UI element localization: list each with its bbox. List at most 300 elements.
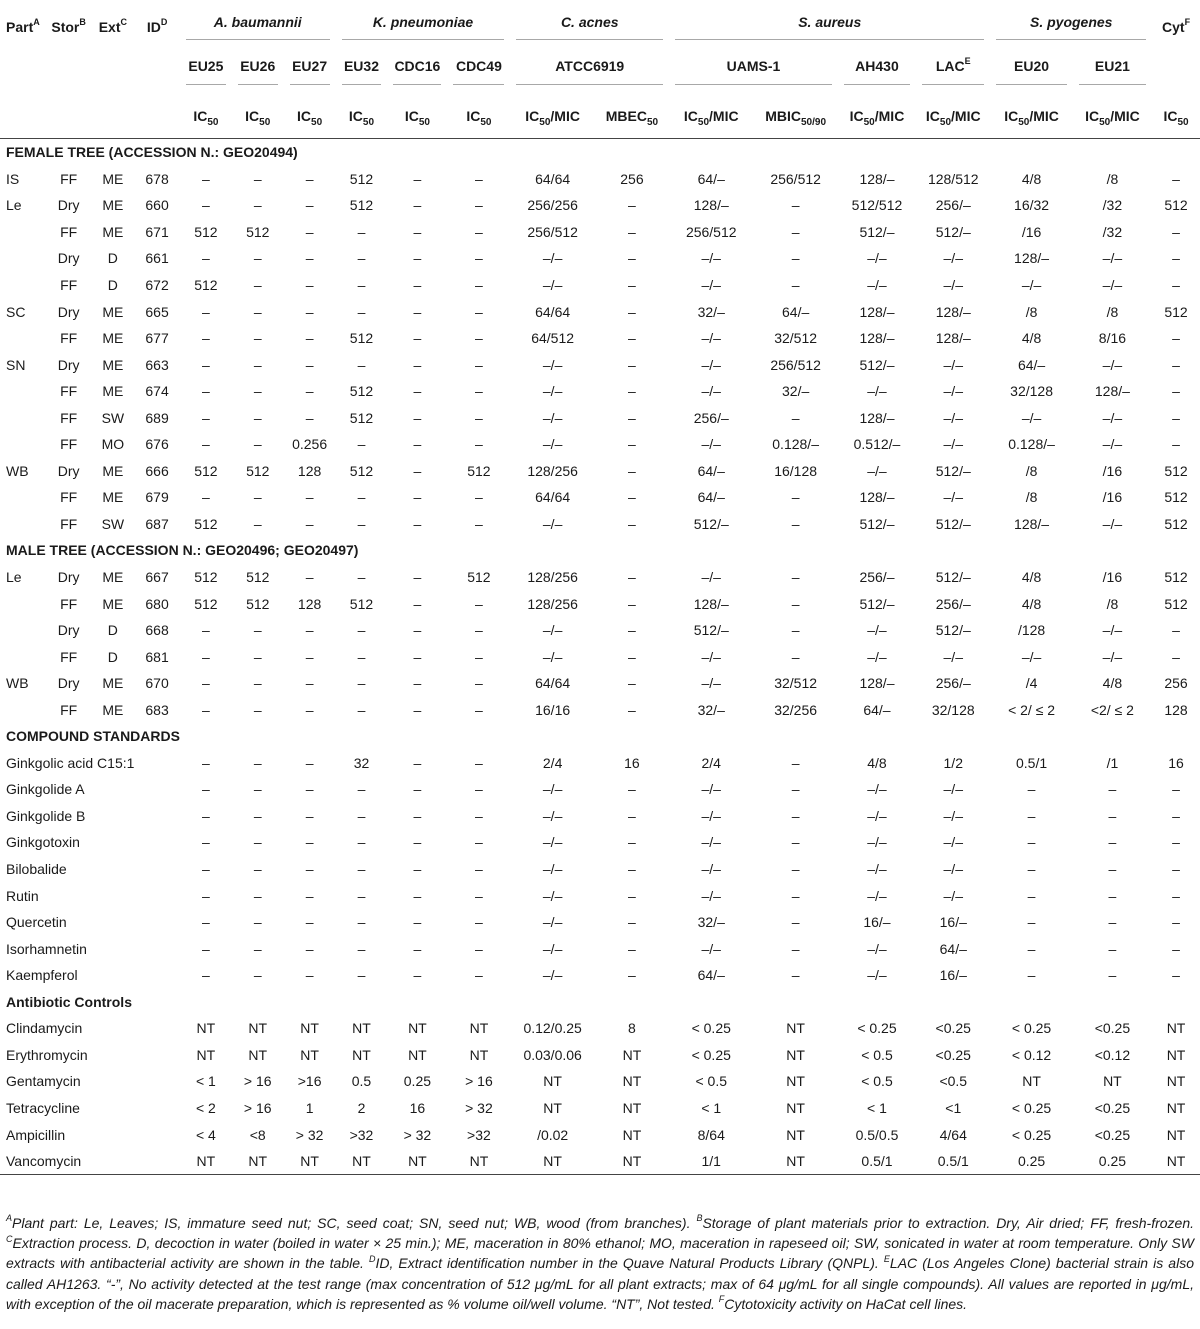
table-cell: – bbox=[628, 383, 636, 400]
part-cell bbox=[0, 696, 46, 723]
metric-mbic50-90: $MBIC_{50/90}$ bbox=[753, 94, 837, 139]
table-cell: < 0.25 bbox=[1011, 1020, 1052, 1037]
table-cell: –/– bbox=[542, 383, 563, 400]
table-cell: < 2 bbox=[195, 1099, 216, 1116]
table-cell: < 0.5 bbox=[695, 1073, 727, 1090]
table-cell: 128/– bbox=[1014, 515, 1050, 532]
table-row bbox=[0, 643, 1200, 670]
table-cell: –/– bbox=[1102, 515, 1123, 532]
metric-ic50: $IC_{50}$ bbox=[232, 94, 284, 139]
table-cell: /32 bbox=[1102, 197, 1123, 214]
table-cell: NT bbox=[232, 1148, 284, 1175]
table-row bbox=[0, 856, 1200, 883]
table-cell: – bbox=[791, 277, 800, 293]
table-cell: – bbox=[475, 781, 483, 798]
table-cell: – bbox=[253, 277, 262, 293]
table-cell: –/– bbox=[943, 409, 963, 426]
table-cell: –/– bbox=[701, 675, 721, 692]
table-cell: – bbox=[475, 223, 483, 240]
table-cell: FF bbox=[60, 330, 78, 347]
table-cell: 683 bbox=[145, 701, 169, 718]
table-cell: – bbox=[475, 940, 483, 957]
table-cell: – bbox=[305, 967, 314, 984]
table-cell: – bbox=[475, 648, 483, 665]
table-cell: 4/8 bbox=[1021, 330, 1042, 347]
table-cell: 256 bbox=[1164, 675, 1188, 692]
table-cell: – bbox=[201, 675, 210, 692]
table-cell: 668 bbox=[145, 622, 169, 639]
table-cell: – bbox=[475, 914, 483, 931]
table-cell: 512/– bbox=[859, 515, 895, 532]
table-cell: –/– bbox=[701, 436, 721, 453]
col-cyt-header: Cyt$^F$ bbox=[1162, 17, 1191, 35]
table-cell: – bbox=[305, 648, 314, 665]
table-cell: – bbox=[201, 701, 210, 718]
table-cell: FF bbox=[60, 436, 78, 453]
table-cell: 32/– bbox=[697, 914, 725, 931]
table-cell: – bbox=[413, 223, 422, 240]
table-cell: – bbox=[791, 967, 800, 984]
table-cell: 8/64 bbox=[697, 1126, 725, 1143]
strain-cdc49: CDC49 bbox=[447, 48, 510, 94]
table-cell: NT bbox=[248, 1020, 268, 1037]
table-cell: 4/8 bbox=[1021, 170, 1042, 187]
part-cell: WB bbox=[6, 462, 29, 479]
table-cell: – bbox=[413, 754, 422, 771]
table-cell: – bbox=[253, 834, 262, 851]
table-cell: – bbox=[475, 967, 483, 984]
data-table bbox=[0, 6, 1200, 1175]
table-cell: 32/– bbox=[782, 383, 810, 400]
table-cell: – bbox=[413, 330, 422, 347]
table-row bbox=[0, 325, 1200, 352]
table-cell: NT bbox=[786, 1099, 805, 1116]
table-cell: – bbox=[1027, 807, 1036, 824]
table-cell: /8 bbox=[1025, 489, 1038, 506]
table-cell: – bbox=[413, 170, 422, 187]
table-row bbox=[0, 1121, 1200, 1148]
section-header-row bbox=[0, 723, 1200, 750]
table-cell: – bbox=[253, 197, 262, 214]
col-ext-header: Ext$^C$ bbox=[98, 17, 127, 35]
compound-name: Isorhamnetin bbox=[6, 940, 87, 957]
table-cell: < 0.12 bbox=[1011, 1046, 1052, 1063]
table-cell: –/– bbox=[867, 861, 887, 878]
table-cell: < 2/ ≤ 2 bbox=[1008, 701, 1056, 718]
table-cell: 32 bbox=[353, 754, 370, 771]
table-cell: – bbox=[413, 489, 422, 506]
table-cell: 256/512 bbox=[527, 223, 578, 240]
table-cell: NT bbox=[469, 1020, 489, 1037]
table-row bbox=[0, 378, 1200, 405]
table-cell: /8 bbox=[1025, 462, 1038, 479]
metric-ic50: $IC_{50}$ bbox=[387, 94, 447, 139]
table-cell: – bbox=[305, 754, 314, 771]
table-cell: 16 bbox=[409, 1099, 426, 1116]
table-cell: 0.5/1 bbox=[916, 1148, 990, 1175]
table-cell: – bbox=[475, 356, 483, 373]
table-cell: – bbox=[305, 330, 314, 347]
table-cell: – bbox=[357, 940, 366, 957]
table-cell: <2/ ≤ 2 bbox=[1090, 701, 1134, 718]
table-cell: 1/2 bbox=[943, 754, 963, 771]
table-cell: 128 bbox=[297, 462, 322, 479]
table-cell: 677 bbox=[145, 330, 169, 347]
table-cell: – bbox=[305, 675, 314, 692]
table-cell: 16/16 bbox=[535, 701, 571, 718]
table-cell: /4 bbox=[1025, 675, 1038, 692]
table-cell: – bbox=[305, 569, 314, 586]
table-cell: –/– bbox=[1102, 277, 1123, 293]
table-row bbox=[0, 750, 1200, 777]
table-cell: – bbox=[475, 887, 483, 904]
table-cell: – bbox=[475, 383, 483, 400]
table-cell: – bbox=[305, 861, 314, 878]
table-cell: – bbox=[791, 595, 800, 612]
table-row bbox=[0, 962, 1200, 989]
header-row-strains bbox=[0, 48, 1200, 94]
table-cell: 128 bbox=[297, 595, 322, 612]
table-cell: 32/– bbox=[697, 701, 725, 718]
table-cell: NT bbox=[1166, 1126, 1186, 1143]
table-cell: 256/512 bbox=[770, 170, 821, 187]
table-cell: – bbox=[201, 303, 210, 320]
table-cell: 256/– bbox=[859, 569, 895, 586]
table-cell: 512 bbox=[194, 223, 218, 240]
table-cell: 32/512 bbox=[774, 330, 818, 347]
table-cell: –/– bbox=[943, 807, 963, 824]
table-cell: – bbox=[1172, 250, 1180, 267]
table-cell: 16/32 bbox=[1014, 197, 1050, 214]
table-cell: – bbox=[201, 436, 210, 453]
table-cell: 512/– bbox=[935, 622, 971, 639]
table-cell: ME bbox=[102, 383, 124, 400]
table-cell: – bbox=[628, 277, 636, 293]
section-compound-standards: COMPOUND STANDARDS bbox=[6, 728, 180, 745]
table-cell: – bbox=[628, 595, 636, 612]
table-cell: –/– bbox=[943, 489, 963, 506]
table-cell: NT bbox=[196, 1046, 216, 1063]
compound-name: Rutin bbox=[6, 887, 39, 904]
table-cell: – bbox=[791, 489, 800, 506]
table-cell: <0.25 bbox=[1094, 1126, 1131, 1143]
table-cell: > 16 bbox=[465, 1073, 493, 1090]
table-cell: 0.256 bbox=[292, 436, 328, 453]
table-cell: D bbox=[107, 250, 118, 267]
table-cell: – bbox=[305, 489, 314, 506]
species-s-aureus: S. aureus bbox=[669, 6, 990, 48]
table-cell: 16/– bbox=[863, 914, 891, 931]
metric-ic50: $IC_{50}$ bbox=[336, 94, 388, 139]
table-cell: – bbox=[357, 861, 366, 878]
table-cell: – bbox=[253, 436, 262, 453]
table-cell: 32/256 bbox=[774, 701, 818, 718]
part-cell bbox=[0, 484, 46, 511]
table-cell: 512 bbox=[1164, 489, 1188, 506]
table-cell: 512/– bbox=[935, 462, 971, 479]
table-cell: – bbox=[628, 940, 636, 957]
table-cell: /8 bbox=[1106, 595, 1119, 612]
table-cell: 512 bbox=[1164, 303, 1188, 320]
table-cell: <1 bbox=[945, 1099, 962, 1116]
compound-name: Clindamycin bbox=[6, 1020, 83, 1037]
table-cell: – bbox=[253, 701, 262, 718]
table-cell: 512 bbox=[246, 595, 270, 612]
table-cell: – bbox=[201, 489, 210, 506]
table-cell: – bbox=[628, 569, 636, 586]
table-row bbox=[0, 404, 1200, 431]
table-row bbox=[0, 590, 1200, 617]
table-cell: 32/512 bbox=[774, 675, 818, 692]
table-cell: Dry bbox=[57, 250, 80, 267]
table-cell: 0.5/1 bbox=[1016, 754, 1048, 771]
table-cell: – bbox=[201, 834, 210, 851]
table-cell: – bbox=[357, 569, 366, 586]
table-cell: – bbox=[413, 250, 422, 267]
table-cell: < 1 bbox=[195, 1073, 216, 1090]
section-male-tree: MALE TREE (ACCESSION N.: GEO20496; GEO20497) bbox=[6, 542, 359, 559]
table-cell: 16/– bbox=[939, 967, 967, 984]
table-cell: – bbox=[201, 940, 210, 957]
compound-name: Bilobalide bbox=[6, 861, 67, 878]
table-cell: NT bbox=[180, 1148, 232, 1175]
table-cell: – bbox=[413, 807, 422, 824]
table-cell: 4/8 bbox=[1021, 569, 1042, 586]
table-cell: 512 bbox=[349, 170, 374, 187]
part-cell: SC bbox=[6, 303, 26, 320]
footnote-text: Plant part: Le, Leaves; IS, immature seed nut; SC, seed coat; SN, seed nut; WB, wood (from branches). bbox=[12, 1215, 697, 1231]
table-cell: 667 bbox=[145, 569, 169, 586]
table-cell: –/– bbox=[943, 781, 963, 798]
table-cell: 0.5/0.5 bbox=[855, 1126, 899, 1143]
table-cell: –/– bbox=[701, 250, 721, 267]
table-cell: D bbox=[107, 622, 118, 639]
table-cell: – bbox=[253, 967, 262, 984]
table-row bbox=[0, 670, 1200, 697]
part-cell bbox=[0, 378, 46, 405]
table-cell: – bbox=[628, 861, 636, 878]
table-cell: – bbox=[413, 887, 422, 904]
table-cell: < 0.25 bbox=[1011, 1126, 1052, 1143]
table-cell: – bbox=[475, 515, 483, 532]
table-cell: –/– bbox=[542, 967, 563, 984]
table-cell: – bbox=[201, 781, 210, 798]
table-cell: NT bbox=[447, 1148, 510, 1175]
strain-uams-1: UAMS-1 bbox=[669, 48, 838, 94]
table-cell: – bbox=[628, 250, 636, 267]
table-cell: < 0.25 bbox=[857, 1020, 897, 1037]
table-cell: – bbox=[357, 223, 366, 240]
table-cell: – bbox=[628, 436, 636, 453]
table-cell: –/– bbox=[867, 250, 887, 267]
footnote-mark: A bbox=[6, 1213, 13, 1224]
table-cell: 64/512 bbox=[531, 330, 575, 347]
table-cell: <0.25 bbox=[935, 1020, 971, 1037]
part-cell bbox=[0, 325, 46, 352]
table-cell: SW bbox=[101, 409, 125, 426]
footnote-mark: D bbox=[368, 1253, 376, 1264]
strain-eu27: EU27 bbox=[284, 48, 336, 94]
table-cell: – bbox=[201, 197, 210, 214]
table-cell: – bbox=[305, 887, 314, 904]
table-cell: 256/– bbox=[935, 675, 971, 692]
table-row bbox=[0, 1148, 1200, 1175]
table-cell: – bbox=[475, 409, 483, 426]
strain-eu32: EU32 bbox=[336, 48, 388, 94]
table-cell: – bbox=[791, 409, 800, 426]
table-cell: 512 bbox=[1164, 515, 1188, 532]
table-cell: – bbox=[357, 622, 366, 639]
table-cell: – bbox=[791, 781, 800, 798]
table-cell: – bbox=[1027, 887, 1036, 904]
table-cell: 512 bbox=[246, 462, 270, 479]
table-cell: 512 bbox=[1164, 462, 1188, 479]
header-row-metrics bbox=[0, 94, 1200, 139]
footnote-text: Extraction process. D, decoction in water (boiled in water × 25 min.); ME, maceration in 80% ethanol; MO, maceration in rapeseed oil; SW, sonicated in water at room temperature. Only SW extracts with antibacterial activity are shown in the table. bbox=[6, 1235, 1194, 1272]
strain-eu21: EU21 bbox=[1073, 48, 1152, 94]
table-cell: –/– bbox=[701, 940, 721, 957]
table-cell: < 1 bbox=[701, 1099, 722, 1116]
table-cell: –/– bbox=[542, 436, 563, 453]
table-cell: – bbox=[357, 887, 366, 904]
table-cell: –/– bbox=[542, 887, 563, 904]
table-cell: –/– bbox=[943, 356, 963, 373]
table-cell: – bbox=[1027, 781, 1036, 798]
table-cell: – bbox=[628, 675, 636, 692]
col-part-header: Part$^A$ bbox=[6, 17, 40, 35]
strain-ah430: AH430 bbox=[838, 48, 916, 94]
table-cell: – bbox=[305, 940, 314, 957]
strain-eu20: EU20 bbox=[990, 48, 1072, 94]
table-cell: 128/256 bbox=[527, 569, 578, 586]
table-cell: 8/16 bbox=[1098, 330, 1127, 347]
table-cell: 32/128 bbox=[931, 701, 975, 718]
footnote-text: LAC (Los Angeles Clone) bacterial strain is also called AH1263. “-”, No activity detected at the test range (max concentration of 512 μg/mL for all plant extracts; max of 64 μg/mL for all single compounds). All values are reported in μg/mL, with exception of the oil macerate preparation, which is represented as % volume oil/well volume. “NT”, Not tested. bbox=[6, 1255, 1194, 1312]
table-cell: – bbox=[791, 648, 800, 665]
col-id-header: $ID^D$ bbox=[146, 17, 168, 35]
table-cell: – bbox=[305, 807, 314, 824]
table-row bbox=[0, 1042, 1200, 1069]
table-cell: – bbox=[201, 170, 210, 187]
table-cell: 512 bbox=[246, 223, 270, 240]
table-cell: – bbox=[628, 330, 636, 347]
footnote-mark: B bbox=[696, 1213, 703, 1224]
table-cell: 0.512/– bbox=[853, 436, 901, 453]
table-cell: SW bbox=[101, 515, 125, 532]
table-cell: – bbox=[628, 834, 636, 851]
table-cell: –/– bbox=[867, 277, 887, 293]
table-cell: FF bbox=[60, 701, 78, 718]
table-row bbox=[0, 431, 1200, 458]
table-cell: ME bbox=[102, 330, 124, 347]
table-cell: – bbox=[201, 622, 210, 639]
table-cell: ME bbox=[102, 303, 124, 320]
table-row bbox=[0, 272, 1200, 299]
table-cell: – bbox=[357, 834, 366, 851]
table-cell: – bbox=[305, 223, 314, 240]
table-cell: /16 bbox=[1102, 489, 1123, 506]
table-cell: <0.25 bbox=[1094, 1020, 1131, 1037]
table-cell: – bbox=[628, 701, 636, 718]
table-cell: – bbox=[305, 197, 314, 214]
table-cell: –/– bbox=[867, 807, 887, 824]
table-cell: FF bbox=[60, 648, 78, 665]
metric-ic50-mic: $IC_{50}$/MIC bbox=[916, 94, 990, 139]
table-cell: –/– bbox=[943, 436, 963, 453]
table-cell: – bbox=[305, 277, 314, 293]
table-cell: – bbox=[253, 781, 262, 798]
table-cell: – bbox=[628, 648, 636, 665]
part-cell: Le bbox=[6, 569, 22, 586]
compound-name: Ginkgolide B bbox=[6, 807, 86, 824]
table-cell: NT bbox=[622, 1099, 642, 1116]
table-cell: –/– bbox=[867, 781, 887, 798]
table-cell: FF bbox=[60, 223, 78, 240]
metric-ic50-mic: $IC_{50}$/MIC bbox=[838, 94, 916, 139]
table-cell: – bbox=[791, 887, 800, 904]
table-cell: <0.25 bbox=[1094, 1099, 1131, 1116]
table-cell: 670 bbox=[145, 675, 169, 692]
table-cell: 128/– bbox=[935, 303, 971, 320]
table-cell: 680 bbox=[145, 595, 169, 612]
table-cell: ME bbox=[102, 595, 124, 612]
table-cell: 660 bbox=[145, 197, 169, 214]
table-cell: – bbox=[357, 914, 366, 931]
table-cell: ME bbox=[102, 170, 124, 187]
table-cell: – bbox=[305, 701, 314, 718]
table-cell: 663 bbox=[145, 356, 169, 373]
table-row bbox=[0, 511, 1200, 538]
table-cell: – bbox=[357, 807, 366, 824]
compound-name: Vancomycin bbox=[0, 1148, 180, 1175]
table-cell: 512/– bbox=[693, 622, 729, 639]
table-cell: 687 bbox=[145, 515, 169, 532]
table-cell: – bbox=[628, 887, 636, 904]
table-cell: –/– bbox=[943, 383, 963, 400]
footnote-text: Storage of plant materials prior to extraction. Dry, Air dried; FF, fresh-frozen. bbox=[702, 1215, 1194, 1231]
table-cell: NT bbox=[510, 1148, 594, 1175]
table-cell: NT bbox=[469, 1046, 489, 1063]
table-cell: D bbox=[107, 648, 118, 665]
table-cell: 0.25 bbox=[403, 1073, 432, 1090]
part-cell bbox=[0, 643, 46, 670]
table-cell: 256/512 bbox=[685, 223, 737, 240]
table-cell: – bbox=[1108, 914, 1117, 931]
table-header bbox=[0, 6, 1200, 139]
table-cell: –/– bbox=[542, 250, 563, 267]
table-cell: – bbox=[357, 303, 366, 320]
table-cell: – bbox=[791, 622, 800, 639]
table-cell: – bbox=[305, 515, 314, 532]
species-c-acnes: C. acnes bbox=[510, 6, 669, 48]
table-cell: –/– bbox=[542, 861, 563, 878]
table-cell: – bbox=[791, 197, 800, 214]
table-cell: /16 bbox=[1102, 462, 1123, 479]
table-cell: – bbox=[413, 197, 422, 214]
strain-lac: $LAC^E$ bbox=[916, 48, 990, 94]
table-row bbox=[0, 935, 1200, 962]
compound-name: Ampicillin bbox=[6, 1126, 66, 1143]
table-cell: – bbox=[413, 595, 422, 612]
table-cell: 128/– bbox=[859, 409, 895, 426]
table-cell: 512/– bbox=[935, 515, 971, 532]
table-cell: –/– bbox=[943, 277, 963, 293]
table-row bbox=[0, 219, 1200, 246]
table-cell: –/– bbox=[1021, 277, 1042, 293]
table-cell: – bbox=[1172, 940, 1180, 957]
table-cell: /16 bbox=[1102, 569, 1123, 586]
compound-name: Tetracycline bbox=[6, 1099, 80, 1116]
